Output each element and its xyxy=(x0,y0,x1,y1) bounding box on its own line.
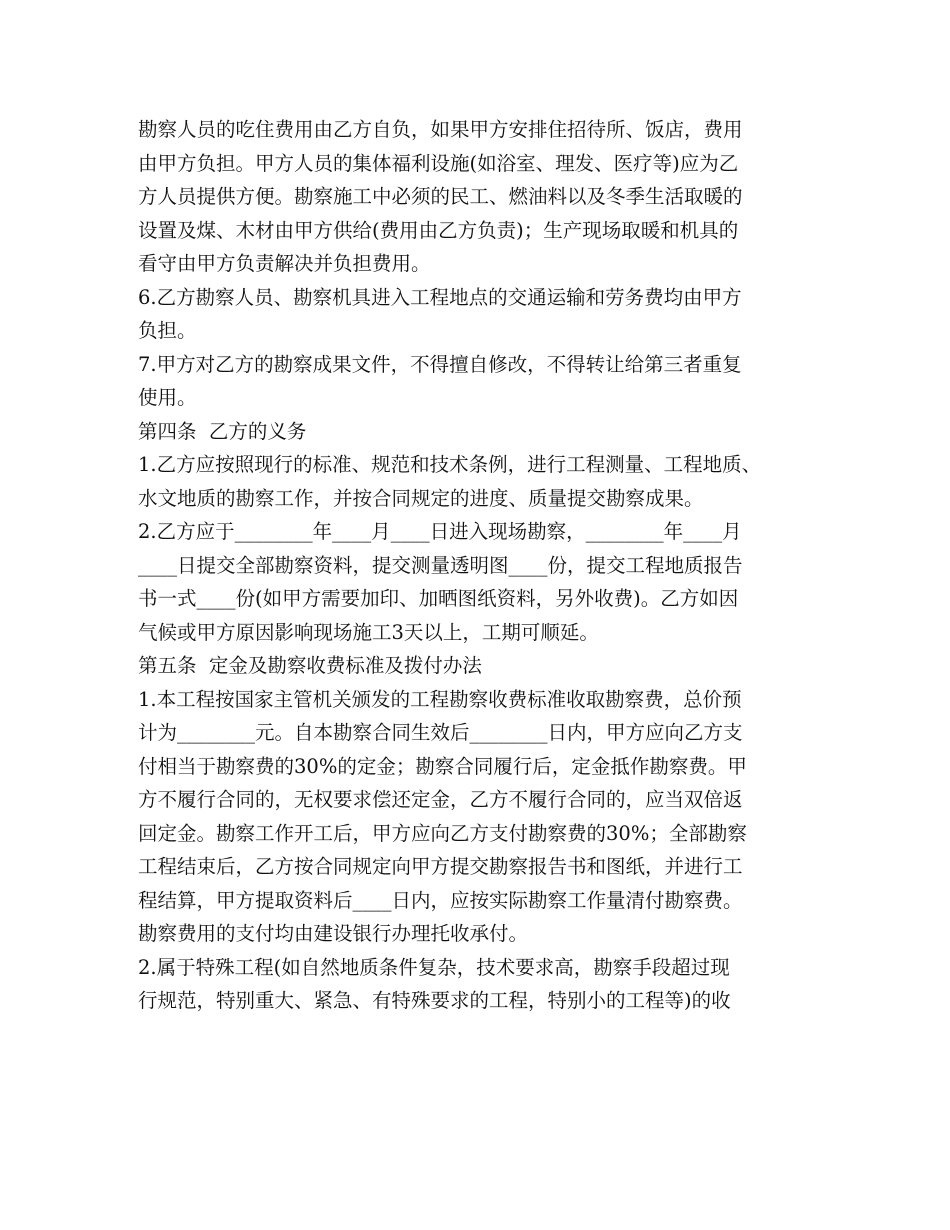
section-heading: 第四条 乙方的义务 xyxy=(138,419,307,443)
text-line: 负担。 xyxy=(138,319,197,342)
text-line: 付相当于勘察费的30%的定金；勘察合同履行后，定金抵作勘察费。甲 xyxy=(138,754,747,778)
text-line: 方不履行合同的，无权要求偿还定金，乙方不履行合同的，应当双倍返 xyxy=(138,788,743,811)
text-line: 使用。 xyxy=(138,386,197,409)
text-line: 气候或甲方原因影响现场施工3天以上，工期可顺延。 xyxy=(138,620,599,644)
text-line: 回定金。勘察工作开工后，甲方应向乙方支付勘察费的30%；全部勘察 xyxy=(138,821,747,845)
text-line: 方人员提供方便。勘察施工中必须的民工、燃油料以及冬季生活取暖的 xyxy=(138,185,743,208)
section-heading: 第五条 定金及勘察收费标准及拨付办法 xyxy=(138,654,482,677)
text-line: 设置及煤、木材由甲方供给(费用由乙方负责)；生产现场取暖和机具的 xyxy=(138,218,739,242)
text-line: 工程结束后，乙方按合同规定向甲方提交勘察报告书和图纸，并进行工 xyxy=(138,855,743,878)
clause-item-2: 2.乙方应于________年____月____日进入现场勘察，________年____月 xyxy=(138,520,742,543)
clause-item-6: 6.乙方勘察人员、勘察机具进入工程地点的交通运输和劳务费均由甲方 xyxy=(138,285,742,309)
text-line: ____日提交全部勘察资料，提交测量透明图____份，提交工程地质报告 xyxy=(138,553,743,577)
text-line: 计为________元。自本勘察合同生效后________日内，甲方应向乙方支 xyxy=(138,721,743,744)
text-line: 书一式____份(如甲方需要加印、加晒图纸资料，另外收费)。乙方如因 xyxy=(138,587,739,610)
text-line: 程结算，甲方提取资料后____日内，应按实际勘察工作量清付勘察费。 xyxy=(138,888,743,912)
clause-item-1: 1.乙方应按照现行的标准、规范和技术条例，进行工程测量、工程地质、 xyxy=(138,453,762,476)
text-line: 看守由甲方负责解决并负担费用。 xyxy=(138,252,431,275)
clause-item-2: 2.属于特殊工程(如自然地质条件复杂，技术要求高，勘察手段超过现 xyxy=(138,955,730,979)
text-line: 勘察人员的吃住费用由乙方自负，如果甲方安排住招待所、饭店，费用 xyxy=(138,118,743,141)
clause-item-1: 1.本工程按国家主管机关颁发的工程勘察收费标准收取勘察费，总价预 xyxy=(138,687,742,711)
text-line: 行规范，特别重大、紧急、有特殊要求的工程，特别小的工程等)的收 xyxy=(138,989,731,1012)
clause-item-7: 7.甲方对乙方的勘察成果文件，不得擅自修改，不得转让给第三者重复 xyxy=(138,352,742,376)
text-line: 勘察费用的支付均由建设银行办理托收承付。 xyxy=(138,922,529,945)
document-body xyxy=(138,113,838,1018)
text-line: 由甲方负担。甲方人员的集体福利设施(如浴室、理发、医疗等)应为乙 xyxy=(138,151,739,175)
text-line: 水文地质的勘察工作，并按合同规定的进度、质量提交勘察成果。 xyxy=(138,486,704,510)
